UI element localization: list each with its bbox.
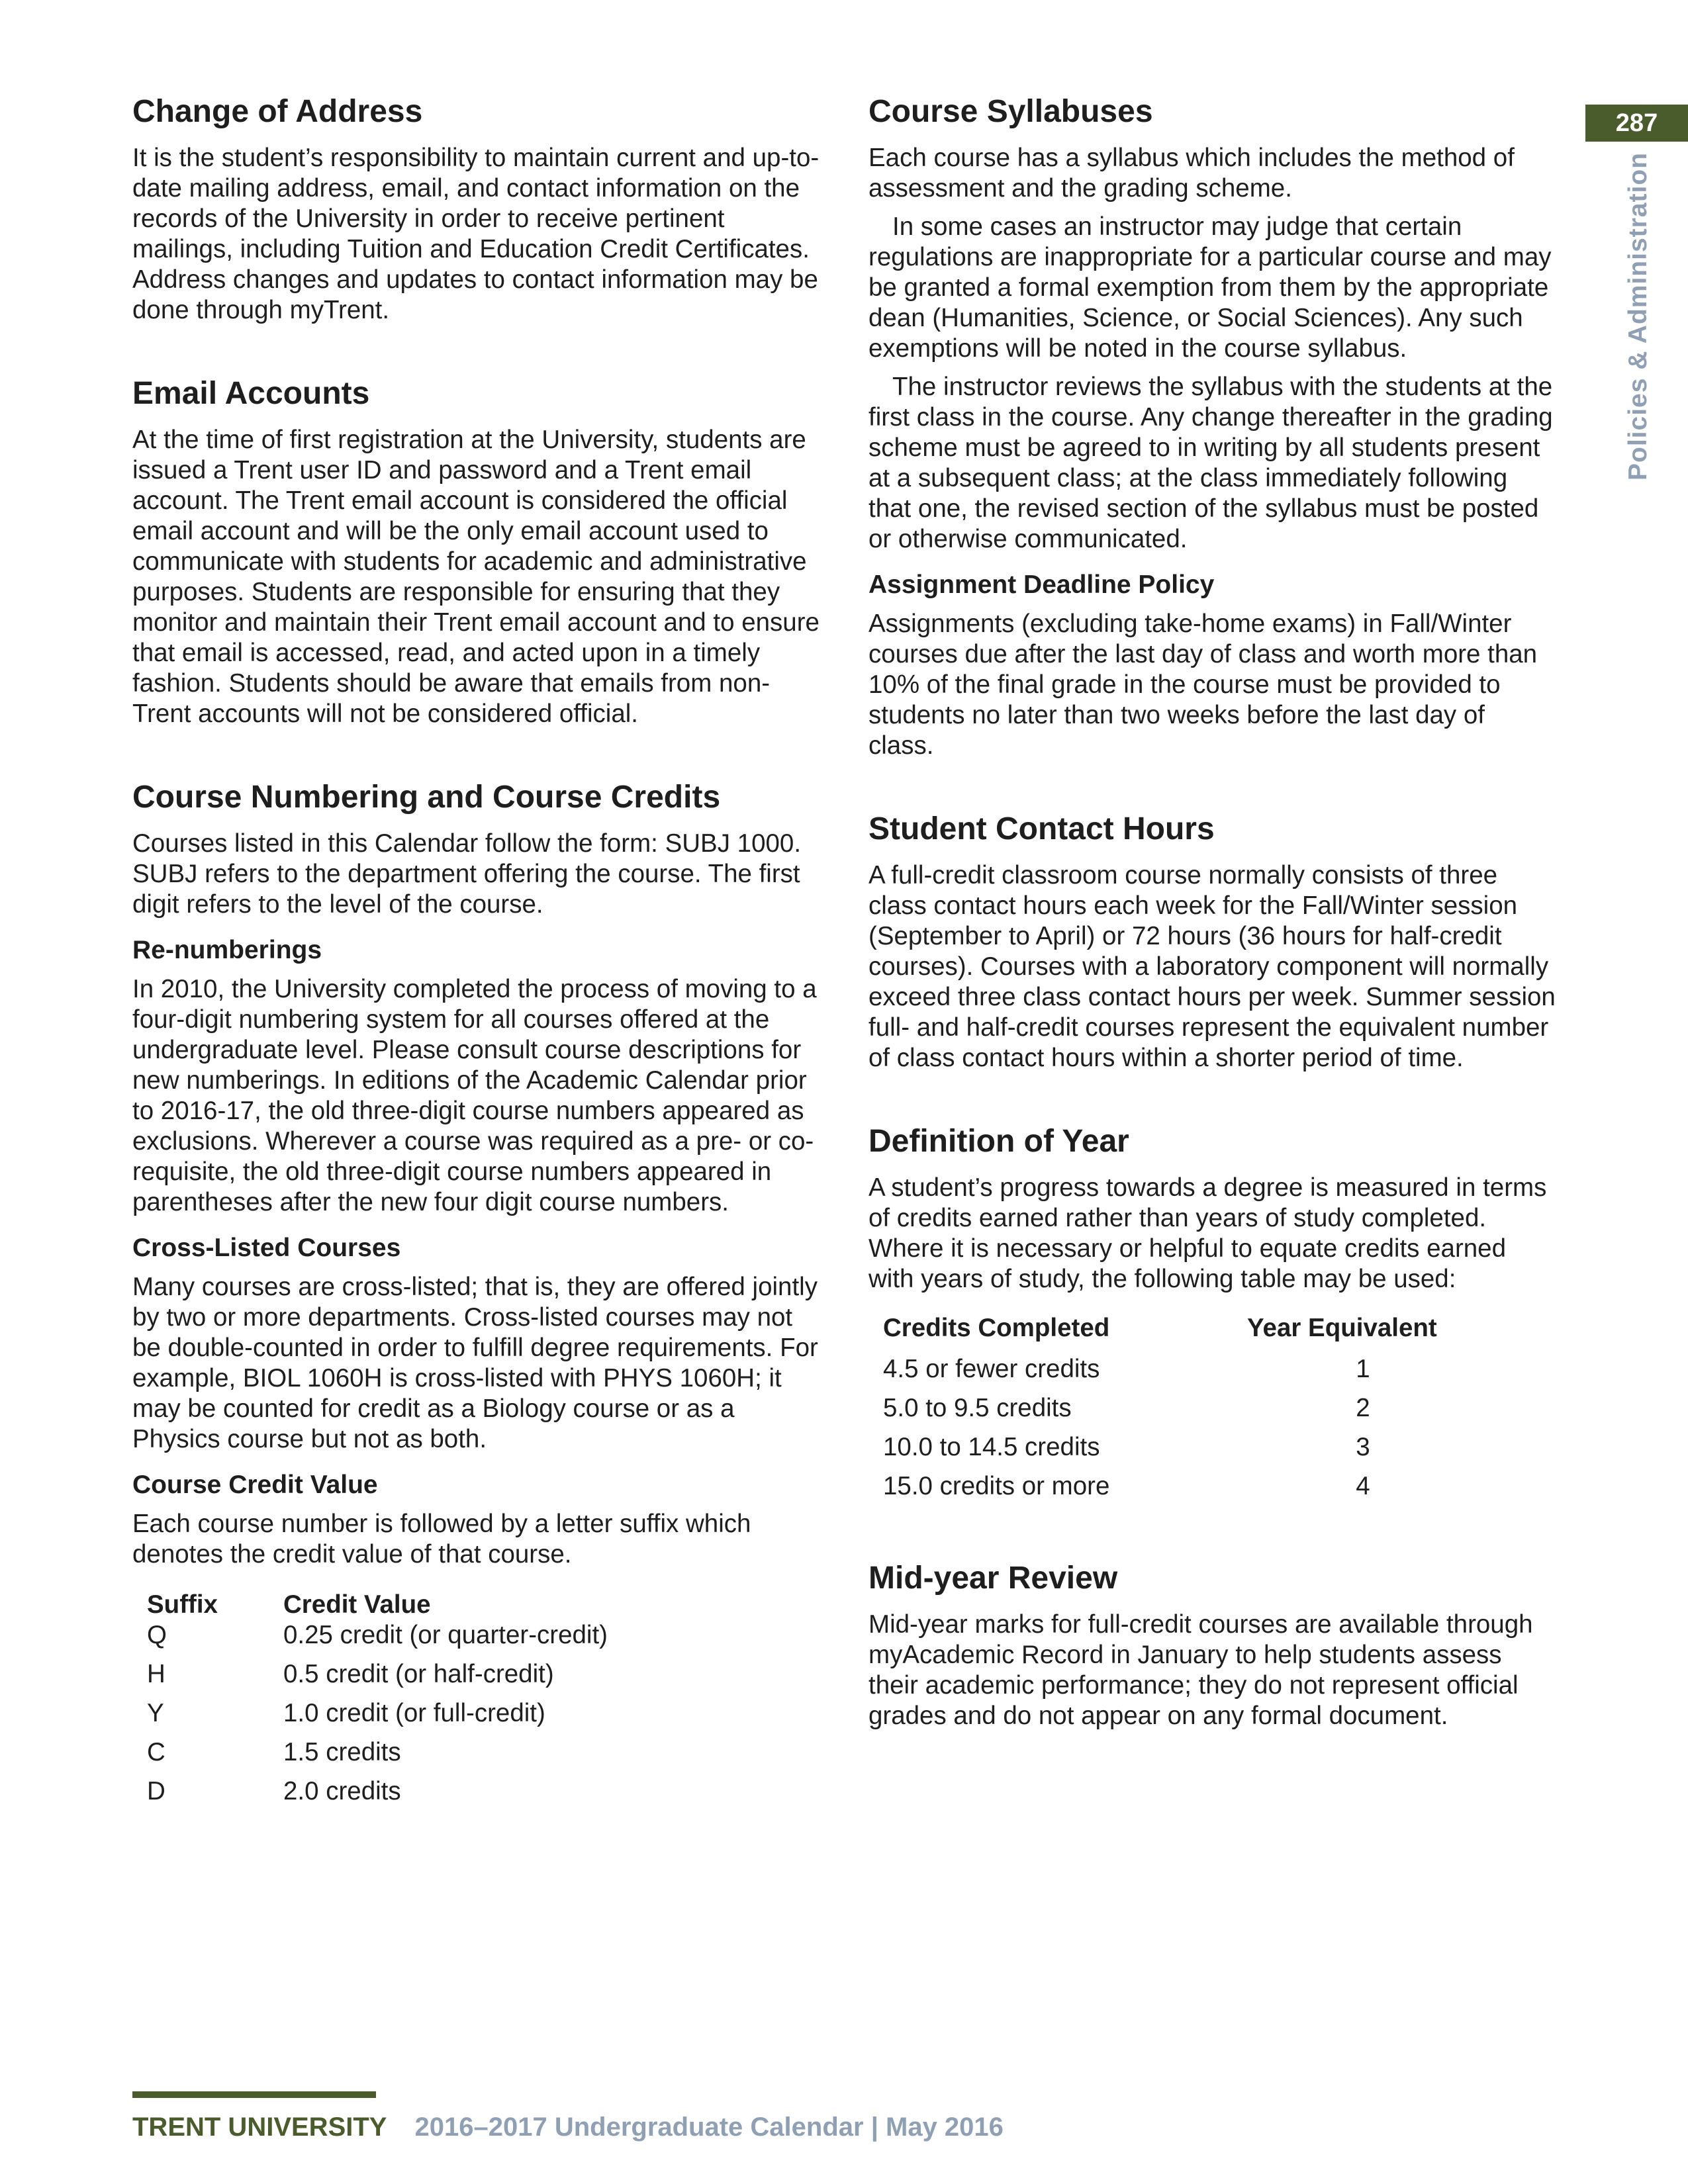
credit-value-heading: Course Credit Value xyxy=(132,1471,378,1499)
suffix-cell: Y xyxy=(147,1699,164,1727)
page-number: 287 xyxy=(1585,105,1688,142)
credit-value-cell: 0.25 credit (or quarter-credit) xyxy=(283,1621,608,1649)
credit-value-cell: 2.0 credits xyxy=(283,1777,401,1805)
course-syllabuses-section xyxy=(868,93,1557,761)
year-equivalent-column-header: Year Equivalent xyxy=(1247,1314,1437,1342)
credit-value-cell: 0.5 credit (or half-credit) xyxy=(283,1660,554,1688)
cross-listed-heading: Cross-Listed Courses xyxy=(132,1234,401,1262)
year-equivalent-cell: 2 xyxy=(1356,1394,1370,1422)
renumberings-heading: Re-numberings xyxy=(132,936,322,964)
table-row xyxy=(883,1432,1479,1471)
mid-year-review-text: Mid-year marks for full-credit courses are available through myAcademic Record in January to help students assess their academic performance; they do not represent official grades and do not appear on any formal document. xyxy=(868,1610,1533,1730)
footer-calendar: 2016–2017 Undergraduate Calendar | May 2016 xyxy=(414,2113,1004,2142)
student-contact-hours-text: A full-credit classroom course normally consists of three class contact hours each week for the Fall/Winter session (September to April) or 72 hours (36 hours for half-credit courses). Courses with a laboratory component will normally exceed three class contact hours per week. Summer session full- and half-credit courses represent the equivalent number of class contact hours within a shorter period of time. xyxy=(868,861,1556,1072)
suffix-cell: C xyxy=(147,1738,165,1766)
student-contact-hours-section xyxy=(868,810,1557,1073)
year-equivalent-cell: 3 xyxy=(1356,1433,1370,1461)
definition-of-year-heading: Definition of Year xyxy=(868,1124,1129,1159)
table-row xyxy=(883,1393,1479,1432)
course-numbering-text: Courses listed in this Calendar follow the form: SUBJ 1000. SUBJ refers to the department offering the course. The first digit refers to the level of the course. xyxy=(132,829,802,919)
assignment-deadline-text: Assignments (excluding take-home exams) in Fall/Winter courses due after the last day of class and worth more than 10% of the final grade in the course must be provided to students no later than two weeks before the last day of class. xyxy=(868,610,1538,760)
footer-university: TRENT UNIVERSITY xyxy=(132,2113,387,2142)
credit-value-text: Each course number is followed by a letter suffix which denotes the credit value of that course. xyxy=(132,1510,751,1569)
assignment-deadline-heading: Assignment Deadline Policy xyxy=(868,570,1215,599)
table-row xyxy=(147,1776,608,1815)
table-row xyxy=(147,1698,608,1737)
change-of-address-heading: Change of Address xyxy=(132,94,423,129)
mid-year-review-heading: Mid-year Review xyxy=(868,1561,1118,1596)
year-table-header xyxy=(883,1313,1479,1354)
mid-year-review-section xyxy=(868,1559,1557,1731)
table-row xyxy=(883,1471,1479,1510)
suffix-table-header xyxy=(147,1590,608,1620)
suffix-cell: Q xyxy=(147,1621,167,1649)
suffix-cell: D xyxy=(147,1777,165,1805)
course-syllabuses-paragraph-1: Each course has a syllabus which includes the method of assessment and the grading scheme. xyxy=(868,144,1515,203)
change-of-address-text: It is the student’s responsibility to maintain current and up-to-date mailing address, email, and contact information on the records of the University in order to receive pertinent mailings, including Tuition and Education Credit Certificates. Address changes and updates to contact information may be done through myTrent. xyxy=(132,144,820,324)
credit-value-cell: 1.5 credits xyxy=(283,1738,401,1766)
year-equivalent-table xyxy=(883,1313,1479,1510)
course-syllabuses-heading: Course Syllabuses xyxy=(868,94,1153,129)
page-footer xyxy=(132,2111,1004,2143)
credits-completed-cell: 4.5 or fewer credits xyxy=(883,1355,1100,1383)
right-column xyxy=(868,93,1557,1731)
table-row xyxy=(147,1737,608,1776)
course-syllabuses-paragraph-3: The instructor reviews the syllabus with the students at the first class in the course. Any change thereafter in the grading scheme must be agreed to in writing by all students present at a subsequent class; at the class immediately following that one, the revised section of the syllabus must be posted or otherwise communicated. xyxy=(868,373,1553,553)
suffix-column-header: Suffix xyxy=(147,1590,218,1619)
course-syllabuses-paragraph-2: In some cases an instructor may judge that certain regulations are inappropriate for a particular course and may be granted a formal exemption from them by the appropriate dean (Humanities, Science, or Social Sciences). Any such exemptions will be noted in the course syllabus. xyxy=(868,212,1552,363)
suffix-table xyxy=(147,1590,608,1815)
table-row xyxy=(883,1354,1479,1393)
credits-completed-cell: 10.0 to 14.5 credits xyxy=(883,1433,1100,1461)
year-equivalent-cell: 1 xyxy=(1356,1355,1370,1383)
table-row xyxy=(147,1659,608,1698)
year-equivalent-cell: 4 xyxy=(1356,1472,1370,1500)
left-column xyxy=(132,93,821,1815)
definition-of-year-section xyxy=(868,1122,1557,1510)
definition-of-year-text: A student’s progress towards a degree is measured in terms of credits earned rather than years of study completed. Where it is necessary or helpful to equate credits earned with years of study, the following table may be used: xyxy=(868,1173,1547,1293)
credits-completed-column-header: Credits Completed xyxy=(883,1314,1110,1342)
email-accounts-text: At the time of first registration at the University, students are issued a Trent user ID and password and a Trent email account. The Trent email account is considered the official email account and will be the only email account used to communicate with students for academic and administrative purposes. Students are responsible for ensuring that they monitor and maintain their Trent email account and to ensure that email is accessed, read, and acted upon in a timely fashion. Students should be aware that emails from non-Trent accounts will not be considered official. xyxy=(132,426,820,728)
cross-listed-text: Many courses are cross-listed; that is, they are offered jointly by two or more departments. Cross-listed courses may not be double-counted in order to fulfill degree requirements. For example, BIOL 1060H is cross-listed with PHYS 1060H; it may be counted for credit as a Biology course or as a Physics course but not as both. xyxy=(132,1273,818,1453)
course-numbering-section xyxy=(132,778,821,1815)
section-side-label: Policies & Administration xyxy=(1624,152,1652,480)
table-row xyxy=(147,1620,608,1659)
course-numbering-heading: Course Numbering and Course Credits xyxy=(132,780,721,815)
suffix-cell: H xyxy=(147,1660,165,1688)
student-contact-hours-heading: Student Contact Hours xyxy=(868,811,1215,846)
credits-completed-cell: 5.0 to 9.5 credits xyxy=(883,1394,1072,1422)
credit-value-column-header: Credit Value xyxy=(283,1590,431,1619)
email-accounts-section xyxy=(132,375,821,729)
footer-rule xyxy=(132,2091,376,2098)
credit-value-cell: 1.0 credit (or full-credit) xyxy=(283,1699,545,1727)
renumberings-text: In 2010, the University completed the process of moving to a four-digit numbering system for all courses offered at the undergraduate level. Please consult course descriptions for new numberings. In editions of the Academic Calendar prior to 2016-17, the old three-digit course numbers appeared as exclusions. Wherever a course was required as a pre- or co-requisite, the old three-digit course numbers appeared in parentheses after the new four digit course numbers. xyxy=(132,975,817,1216)
change-of-address-section xyxy=(132,93,821,326)
credits-completed-cell: 15.0 credits or more xyxy=(883,1472,1110,1500)
email-accounts-heading: Email Accounts xyxy=(132,376,370,411)
